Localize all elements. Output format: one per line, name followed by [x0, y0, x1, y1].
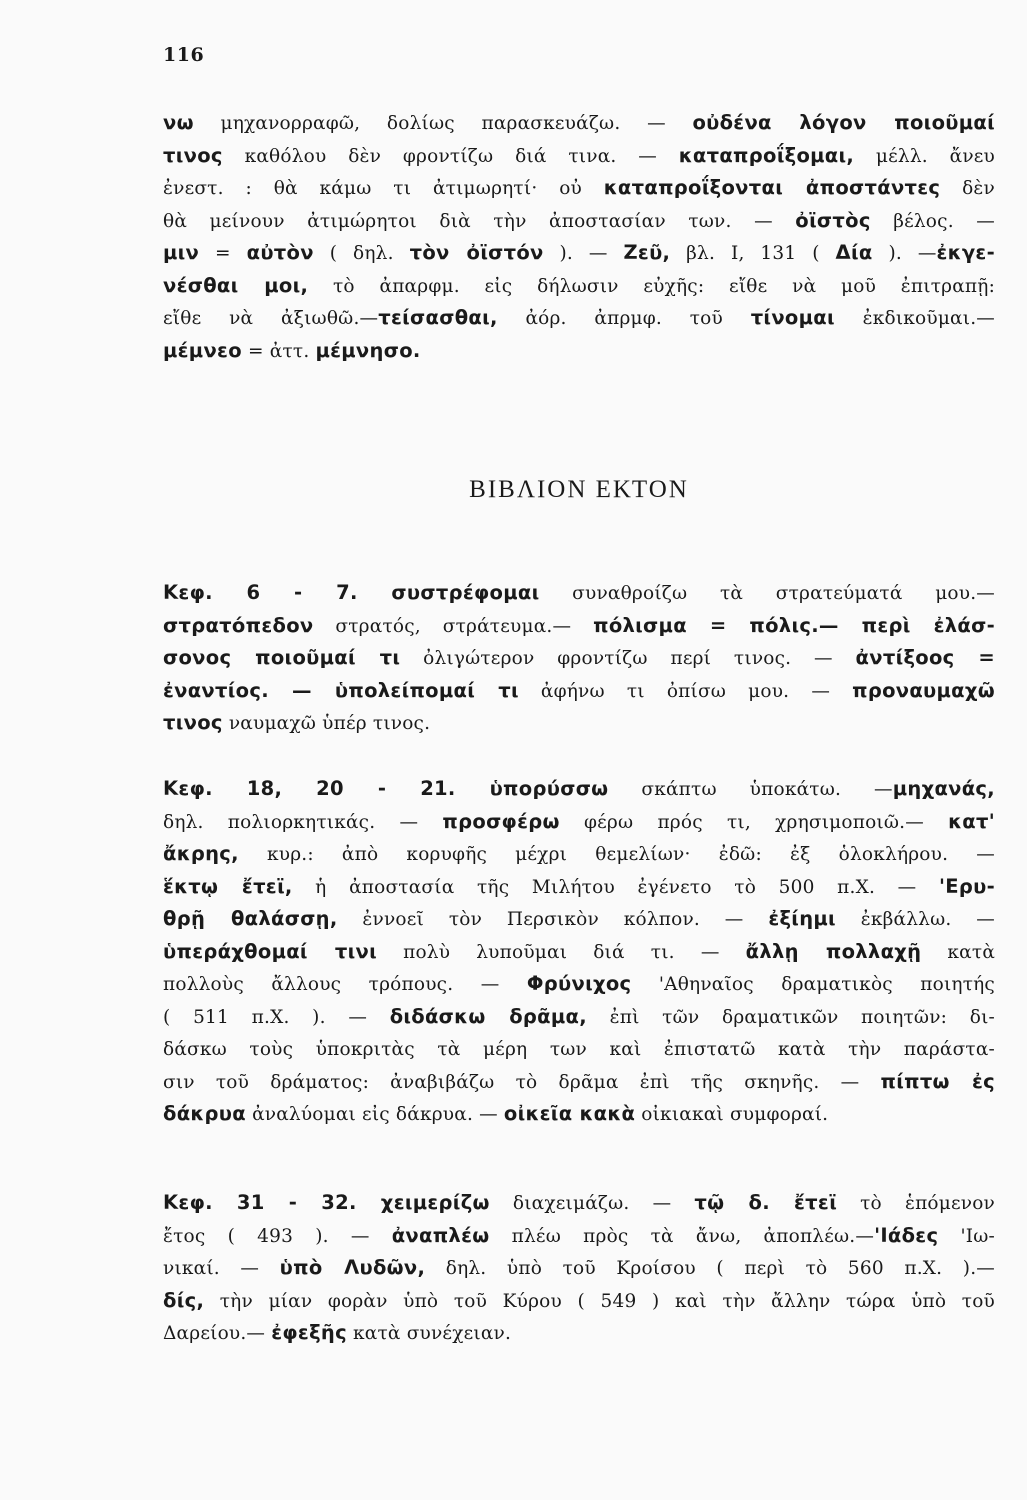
bold-term: Δία: [835, 241, 873, 264]
bold-term: πίπτω ἐς: [880, 1069, 995, 1093]
text-line: [163, 1219, 995, 1252]
text-line: [163, 935, 995, 968]
text-line: [163, 269, 995, 302]
text-line: [163, 772, 995, 805]
bold-term: μιν: [163, 241, 200, 264]
gloss-text: μέλλ. ἄνευ: [854, 145, 995, 167]
gloss-text: πολλοὺς ἄλλους τρόπους. —: [163, 974, 527, 995]
text-line: [163, 236, 995, 269]
gloss-text: σκάπτω ὑποκάτω. —: [608, 779, 893, 800]
gloss-text: ( δηλ.: [313, 243, 410, 264]
gloss-text: ἐνεστ. : θὰ κάμω τι ἀτιμωρητί· οὐ: [163, 178, 604, 199]
gloss-text: ὀλιγώτερον φροντίζω περί τινος. —: [400, 648, 856, 669]
gloss-text: μηχανορραφῶ, δολίως παρασκευάζω. —: [193, 113, 693, 134]
text-line: [163, 1251, 995, 1284]
bold-term: Φρύνιχος: [526, 972, 632, 995]
bold-term: οὐδένα λόγον ποιοῦμαί: [692, 111, 995, 134]
gloss-text: διαχειμάζω. —: [489, 1193, 695, 1214]
bold-term: ὀϊστὸς: [795, 208, 871, 232]
text-line: [163, 902, 995, 935]
gloss-text: βέλος. —: [870, 210, 995, 232]
gloss-text: οἰκιακαὶ συμφοραί.: [635, 1104, 829, 1125]
bold-term: ἄκρης,: [163, 842, 239, 865]
gloss-text: ). —: [543, 243, 624, 264]
text-line: [163, 1186, 995, 1219]
gloss-text: =: [199, 243, 247, 264]
text-line: [163, 967, 995, 1000]
bold-term: τινος: [163, 711, 223, 734]
gloss-text: τὸ ἀπαρφμ. εἰς δήλωσιν εὐχῆς: εἴθε νὰ μοῦ ἐπιτραπῇ:: [308, 275, 996, 297]
gloss-text: τὴν μίαν φορὰν ὑπὸ τοῦ Κύρου ( 549 ) καὶ τὴν ἄλλην τώρα ὑπὸ τοῦ: [204, 1290, 995, 1312]
gloss-text: = ἀττ.: [241, 340, 316, 362]
gloss-text: συναθροίζω τὰ στρατεύματά μου.—: [539, 583, 995, 604]
bold-term: Κεφ. 31 - 32. χειμερίζω: [163, 1191, 490, 1214]
paragraph-chapter-31-32: [163, 1186, 995, 1349]
bold-term: κατ': [948, 809, 995, 833]
bold-term: Ζεῦ,: [623, 241, 671, 264]
text-line: [163, 106, 995, 139]
gloss-text: βλ. I, 131 (: [670, 243, 836, 264]
text-line: [163, 1097, 995, 1130]
text-line: [163, 641, 995, 674]
gloss-text: δηλ. ὑπὸ τοῦ Κροίσου ( περὶ τὸ 560 π.Χ. ).—: [425, 1258, 995, 1279]
bold-term: καταπροΐξομαι,: [678, 143, 855, 167]
bold-term: σονος ποιοῦμαί τι: [163, 646, 401, 669]
gloss-text: Δαρείου.—: [163, 1323, 272, 1344]
text-line: [163, 576, 995, 609]
bold-term: ἀντίξοος =: [855, 646, 995, 669]
gloss-text: εἴθε νὰ ἀξιωθῶ.—: [163, 308, 379, 329]
paragraph-glossary-1: [163, 106, 995, 366]
bold-term: ἐφεξῆς: [271, 1321, 347, 1344]
bold-term: διδάσκω δρᾶμα,: [389, 1004, 587, 1028]
bold-term: καταπροΐξονται ἀποστάντες: [603, 176, 941, 199]
page-number: 116: [163, 44, 205, 66]
bold-term: πόλισμα = πόλις.— περὶ ἐλάσ-: [593, 613, 995, 637]
bold-term: προσφέρω: [442, 809, 560, 833]
bold-term: ἐξίημι: [768, 907, 836, 930]
bold-term: δάκρυα: [163, 1102, 246, 1125]
bold-term: Κεφ. 6 - 7. συστρέφομαι: [163, 581, 540, 604]
bold-term: μέμνησο.: [315, 338, 421, 362]
text-line: [163, 204, 995, 237]
gloss-text: δάσκω τοὺς ὑποκριτὰς τὰ μέρη των καὶ ἐπιστατῶ κατὰ τὴν παράστα-: [163, 1039, 995, 1060]
text-line: [163, 139, 995, 172]
gloss-text: στρατός, στράτευμα.—: [313, 615, 594, 637]
text-line: [163, 301, 995, 334]
text-line: [163, 1032, 995, 1065]
gloss-text: νικαί. —: [163, 1258, 280, 1279]
bold-term: τὸν ὀϊστόν: [409, 241, 544, 264]
gloss-text: 'Αθηναῖος δραματικὸς ποιητής: [631, 974, 995, 995]
bold-term: θρῇ θαλάσσῃ,: [163, 907, 338, 930]
bold-term: οἰκεῖα κακὰ: [503, 1102, 636, 1125]
text-line: [163, 837, 995, 870]
gloss-text: ). —: [872, 243, 937, 264]
text-line: [163, 1000, 995, 1033]
bold-term: τείσασθαι,: [378, 306, 498, 329]
text-line: [163, 171, 995, 204]
gloss-text: ἐπὶ τῶν δραματικῶν ποιητῶν: δι-: [586, 1006, 995, 1028]
bold-term: τῷ δ. ἔτεϊ: [694, 1191, 837, 1214]
bold-term: 'Ερυ-: [938, 874, 995, 898]
text-line: [163, 609, 995, 642]
gloss-text: ἀφήνω τι ὀπίσω μου. —: [518, 680, 853, 702]
gloss-text: πλέω πρὸς τὰ ἄνω, ἀποπλέω.—: [489, 1225, 875, 1247]
text-line: [163, 1065, 995, 1098]
gloss-text: καθόλου δὲν φροντίζω διά τινα. —: [222, 145, 679, 167]
paragraph-chapter-6-7: [163, 576, 995, 739]
gloss-text: κατὰ: [921, 941, 996, 963]
gloss-text: δὲν: [940, 178, 995, 199]
bold-term: προναυμαχῶ: [852, 678, 995, 702]
gloss-text: ναυμαχῶ ὑπέρ τινος.: [222, 713, 431, 734]
bold-term: ἕκτῳ ἔτεϊ,: [163, 874, 293, 898]
bold-term: ἐκγε-: [936, 241, 995, 264]
book-heading: ΒΙΒΛΙΟΝ ΕΚΤΟΝ: [469, 476, 689, 503]
paragraph-chapter-18-21: [163, 772, 995, 1130]
bold-term: τίνομαι: [750, 306, 835, 329]
bold-term: δίς,: [163, 1288, 205, 1312]
bold-term: ὑπεράχθομαί τινι: [163, 939, 378, 963]
gloss-text: ἐκδικοῦμαι.—: [834, 308, 995, 329]
bold-term: αὐτὸν: [246, 241, 314, 264]
gloss-text: ἀναλύομαι εἰς δάκρυα. —: [245, 1104, 504, 1125]
gloss-text: πολὺ λυποῦμαι διά τι. —: [377, 941, 746, 963]
gloss-text: ἔτος ( 493 ). —: [163, 1225, 392, 1247]
text-line: [163, 870, 995, 903]
text-line: [163, 674, 995, 707]
gloss-text: ἐννοεῖ τὸν Περσικὸν κόλπον. —: [337, 909, 769, 930]
text-line: [163, 706, 995, 739]
bold-term: ἐναντίος. — ὑπολείπομαί τι: [163, 678, 519, 702]
gloss-text: φέρω πρός τι, χρησιμοποιῶ.—: [559, 811, 949, 833]
gloss-text: θὰ μείνουν ἀτιμώρητοι διὰ τὴν ἀποστασίαν των. —: [163, 210, 796, 232]
bold-term: ἀναπλέω: [391, 1223, 490, 1247]
bold-term: μέμνεο: [163, 338, 242, 362]
bold-term: Κεφ. 18, 20 - 21. ὑπορύσσω: [163, 777, 609, 800]
bold-term: τινος: [163, 143, 223, 167]
text-line: [163, 1284, 995, 1317]
gloss-text: τὸ ἑπόμενον: [836, 1193, 996, 1214]
text-line: [163, 334, 995, 367]
bold-term: νω: [163, 111, 194, 134]
gloss-text: 'Ιω-: [938, 1225, 995, 1247]
gloss-text: κατὰ συνέχειαν.: [346, 1323, 512, 1344]
gloss-text: ἡ ἀποστασία τῆς Μιλήτου ἐγένετο τὸ 500 π.Χ. —: [292, 876, 939, 898]
gloss-text: ( 511 π.Χ. ). —: [163, 1006, 390, 1028]
text-line: [163, 805, 995, 838]
bold-term: στρατόπεδον: [163, 613, 314, 637]
bold-term: μηχανάς,: [892, 777, 995, 800]
bold-term: νέσθαι μοι,: [163, 273, 309, 297]
text-line: [163, 1316, 995, 1349]
gloss-text: ἀόρ. ἀπρμφ. τοῦ: [497, 308, 751, 329]
bold-term: ὑπὸ Λυδῶν,: [279, 1256, 426, 1279]
gloss-text: κυρ.: ἀπὸ κορυφῆς μέχρι θεμελίων· ἐδῶ: ἐξ ὁλοκλήρου. —: [238, 844, 995, 865]
gloss-text: ἐκβάλλω. —: [835, 909, 995, 930]
bold-term: ἄλλῃ πολλαχῇ: [745, 939, 922, 963]
bold-term: 'Ιάδες: [874, 1223, 939, 1247]
gloss-text: σιν τοῦ δράματος: ἀναβιβάζω τὸ δρᾶμα ἐπὶ τῆς σκηνῆς. —: [163, 1071, 881, 1093]
gloss-text: δηλ. πολιορκητικάς. —: [163, 811, 443, 833]
